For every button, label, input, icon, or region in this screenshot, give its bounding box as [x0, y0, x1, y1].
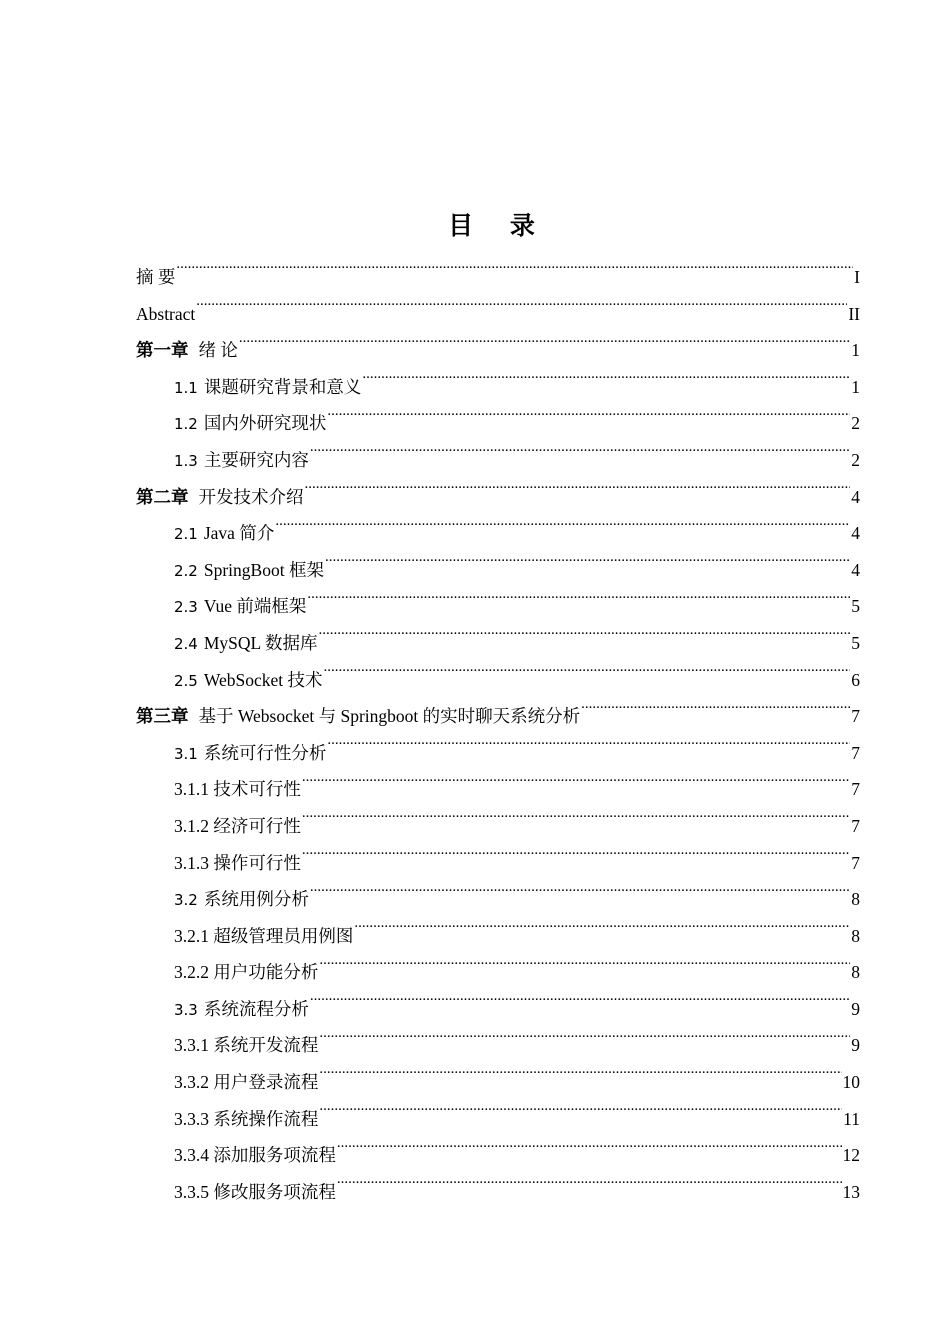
- toc-entry[interactable]: [136, 1027, 860, 1064]
- toc-entry[interactable]: [136, 588, 860, 625]
- toc-entry-label: 摘 要: [136, 267, 176, 287]
- toc-entry-page: 8: [851, 889, 860, 910]
- toc-entry-label: 开发技术介绍: [198, 486, 304, 507]
- toc-title: 目 录: [448, 211, 549, 240]
- toc-entry-label: Vue 前端框架: [203, 596, 307, 617]
- toc-entry[interactable]: [136, 552, 860, 589]
- toc-entry-label: 主要研究内容: [203, 449, 309, 470]
- toc-entry-page: 4: [851, 523, 860, 544]
- toc-section-number: 1.2: [174, 415, 198, 434]
- dot-leader: [324, 666, 851, 686]
- dot-leader: [319, 1105, 842, 1125]
- toc-entry-page: 8: [851, 962, 860, 983]
- dot-leader: [310, 995, 850, 1015]
- toc-entry-label: 课题研究背景和意义: [203, 376, 362, 397]
- toc-entry[interactable]: [136, 881, 860, 918]
- toc-chapter-number: 第二章: [136, 487, 189, 508]
- toc-entry-page: 1: [851, 340, 860, 361]
- toc-entry-label: 3.1.2 经济可行性: [174, 815, 301, 836]
- toc-entry[interactable]: [136, 991, 860, 1028]
- toc-entry-page: 4: [851, 559, 860, 580]
- toc-section-number: 3.1: [174, 744, 198, 763]
- toc-section-number: 2.4: [174, 634, 198, 653]
- dot-leader: [354, 922, 850, 942]
- toc-entry[interactable]: [136, 698, 860, 735]
- dot-leader: [581, 702, 850, 722]
- toc-entry-label: 3.3.4 添加服务项流程: [174, 1145, 336, 1166]
- toc-entry-label: 绪 论: [198, 340, 238, 361]
- toc-section-number: 2.2: [174, 561, 198, 580]
- toc-section-number: 2.5: [174, 671, 198, 690]
- dot-leader: [362, 373, 850, 393]
- dot-leader: [302, 849, 850, 869]
- toc-entry[interactable]: [136, 954, 860, 991]
- toc-section-number: 3.2: [174, 891, 198, 910]
- dot-leader: [305, 483, 851, 503]
- toc-entry[interactable]: [136, 735, 860, 772]
- toc-entry-page: 2: [851, 413, 860, 434]
- toc-entry-label: 3.1.3 操作可行性: [174, 852, 301, 873]
- toc-entry-page: 5: [851, 632, 860, 653]
- toc-entry[interactable]: [136, 479, 860, 516]
- toc-entry-page: 7: [851, 815, 860, 836]
- dot-leader: [337, 1141, 842, 1161]
- toc-entry[interactable]: [136, 771, 860, 808]
- toc-entry[interactable]: [136, 1174, 860, 1211]
- toc-entry[interactable]: [136, 625, 860, 662]
- toc-entry[interactable]: [136, 808, 860, 845]
- toc-entry[interactable]: [136, 259, 860, 296]
- toc-entry-page: 7: [851, 779, 860, 800]
- toc-entry[interactable]: [136, 845, 860, 882]
- toc-entry-label: WebSocket 技术: [203, 669, 323, 690]
- toc-entry-label: 3.1.1 技术可行性: [174, 779, 301, 800]
- toc-entry-label: 国内外研究现状: [203, 413, 327, 434]
- toc-entry[interactable]: [136, 405, 860, 442]
- dot-leader: [307, 592, 850, 612]
- toc-entry-page: 7: [851, 852, 860, 873]
- toc-entry-label: 基于 Websocket 与 Springboot 的实时聊天系统分析: [198, 706, 581, 727]
- dot-leader: [327, 739, 850, 759]
- toc-section-number: 2.3: [174, 598, 198, 617]
- dot-leader: [239, 336, 850, 356]
- toc-entry-page: 5: [851, 596, 860, 617]
- toc-entry-page: 13: [842, 1181, 860, 1202]
- toc-entry-label: 3.2.1 超级管理员用例图: [174, 925, 354, 946]
- toc-entry-page: 7: [851, 706, 860, 727]
- dot-leader: [319, 1068, 841, 1088]
- toc-entry[interactable]: [136, 1064, 860, 1101]
- toc-entry-page: 2: [851, 449, 860, 470]
- toc-entry-label: 3.3.5 修改服务项流程: [174, 1181, 336, 1202]
- toc-entry-page: 9: [851, 998, 860, 1019]
- dot-leader: [319, 958, 850, 978]
- toc-entry-page: 7: [851, 742, 860, 763]
- toc-entry[interactable]: [136, 662, 860, 699]
- toc-entry[interactable]: [136, 918, 860, 955]
- dot-leader: [275, 519, 850, 539]
- toc-entry[interactable]: [136, 332, 860, 369]
- toc-entry-page: 8: [851, 925, 860, 946]
- toc-entry-page: II: [848, 303, 860, 324]
- toc-entry-label: Java 简介: [203, 523, 275, 544]
- toc-entry-label: 系统可行性分析: [203, 742, 327, 763]
- toc-entry-page: 6: [851, 669, 860, 690]
- toc-entry-label: Abstract: [136, 303, 196, 324]
- toc-section-number: 1.3: [174, 451, 198, 470]
- table-of-contents: [136, 259, 860, 1210]
- toc-entry[interactable]: [136, 296, 860, 333]
- toc-entry-page: 10: [842, 1072, 860, 1093]
- toc-entry-page: 4: [851, 486, 860, 507]
- toc-entry-page: 9: [851, 1035, 860, 1056]
- dot-leader: [337, 1178, 842, 1198]
- toc-entry-page: 12: [842, 1145, 860, 1166]
- toc-section-number: 3.3: [174, 1000, 198, 1019]
- toc-entry[interactable]: [136, 442, 860, 479]
- toc-entry-label: 3.2.2 用户功能分析: [174, 962, 319, 983]
- toc-entry-label: 系统用例分析: [203, 889, 309, 910]
- toc-entry-label: 系统流程分析: [203, 998, 309, 1019]
- toc-entry-page: I: [854, 267, 860, 287]
- dot-leader: [302, 775, 850, 795]
- dot-leader: [176, 263, 853, 283]
- toc-section-number: 1.1: [174, 378, 198, 397]
- dot-leader: [196, 300, 847, 320]
- toc-chapter-number: 第一章: [136, 341, 189, 362]
- dot-leader: [327, 409, 850, 429]
- toc-entry-label: 3.3.3 系统操作流程: [174, 1108, 319, 1129]
- toc-entry[interactable]: [136, 1137, 860, 1174]
- toc-entry[interactable]: [136, 1101, 860, 1138]
- dot-leader: [302, 812, 850, 832]
- toc-chapter-number: 第三章: [136, 707, 189, 728]
- toc-entry[interactable]: [136, 515, 860, 552]
- toc-entry-page: 1: [851, 376, 860, 397]
- toc-entry-label: 3.3.1 系统开发流程: [174, 1035, 319, 1056]
- toc-entry[interactable]: [136, 369, 860, 406]
- toc-entry-page: 11: [843, 1108, 860, 1129]
- toc-entry-label: 3.3.2 用户登录流程: [174, 1072, 319, 1093]
- toc-section-number: 2.1: [174, 525, 198, 544]
- dot-leader: [318, 629, 850, 649]
- toc-entry-label: SpringBoot 框架: [203, 559, 324, 580]
- toc-entry-label: MySQL 数据库: [203, 632, 318, 653]
- dot-leader: [310, 885, 850, 905]
- dot-leader: [310, 446, 850, 466]
- dot-leader: [319, 1031, 850, 1051]
- dot-leader: [325, 556, 850, 576]
